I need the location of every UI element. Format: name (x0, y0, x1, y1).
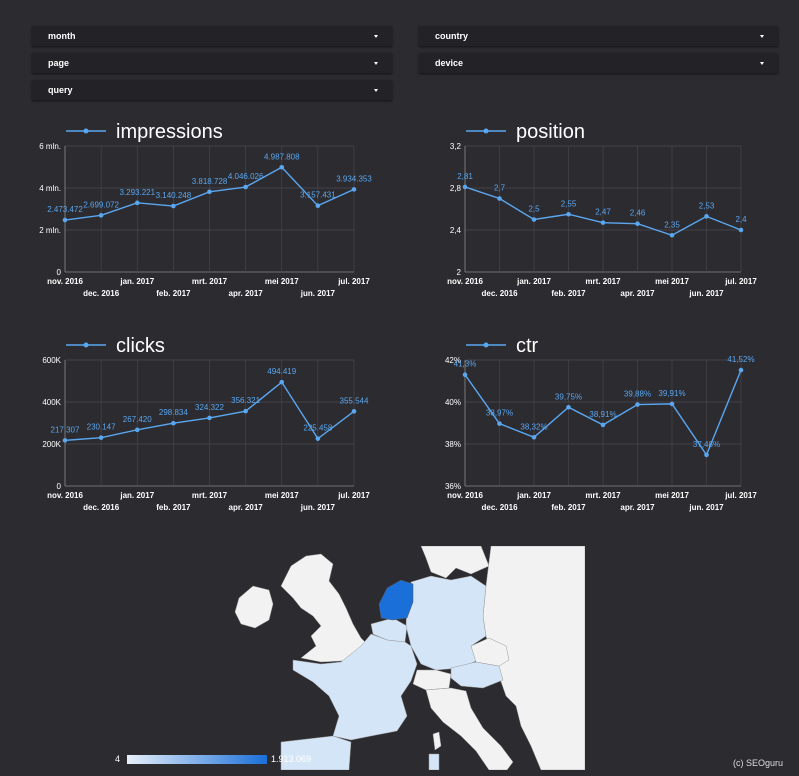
data-point (635, 221, 640, 226)
data-point (463, 185, 468, 190)
chart-impressions (39, 121, 372, 298)
x-tick-label: feb. 2017 (156, 503, 191, 512)
data-label: 3.140.248 (155, 191, 192, 201)
data-point (532, 435, 537, 440)
data-point (207, 190, 212, 195)
x-tick-label: dec. 2016 (83, 503, 120, 512)
data-point (352, 187, 357, 192)
data-point (739, 368, 744, 373)
x-tick-label: mei 2017 (655, 491, 689, 500)
data-label: 2,4 (735, 215, 747, 224)
legend-marker-icon (84, 129, 89, 134)
data-label: 2,55 (560, 199, 577, 209)
map-region-austria (451, 662, 503, 688)
data-label: 4.046.026 (227, 172, 264, 182)
x-tick-label: mei 2017 (264, 491, 299, 500)
data-point (739, 228, 744, 233)
data-point (463, 372, 468, 377)
europe-map (221, 546, 585, 770)
data-label: 38,91% (589, 409, 617, 419)
data-label: 4.987.808 (263, 152, 300, 162)
data-point (352, 409, 357, 414)
data-label: 3.157.431 (300, 190, 336, 200)
data-label: 2,81 (457, 171, 473, 181)
data-label: 298.834 (158, 408, 188, 418)
map-region-ireland (235, 586, 273, 628)
data-point (99, 213, 104, 218)
x-tick-label: apr. 2017 (228, 503, 263, 512)
y-tick-label: 0 (56, 482, 61, 491)
y-tick-label: 6 mln. (39, 142, 61, 151)
x-tick-label: jun. 2017 (300, 503, 335, 512)
y-tick-label: 42% (444, 356, 461, 365)
x-tick-label: jul. 2017 (338, 491, 370, 500)
data-label: 2,53 (698, 201, 715, 211)
data-label: 230.147 (86, 422, 116, 432)
geo-map[interactable] (221, 546, 585, 770)
y-tick-label: 2 mln. (39, 226, 61, 235)
data-label: 355.544 (339, 396, 369, 406)
y-tick-label: 600K (42, 356, 61, 365)
data-label: 2,35 (664, 220, 680, 230)
data-label: 39,91% (658, 388, 686, 398)
map-region-switzerland (413, 670, 451, 690)
data-label: 356.321 (231, 396, 261, 406)
legend-marker-icon (84, 343, 89, 348)
data-point (566, 212, 571, 217)
data-point (135, 201, 140, 206)
copyright-text: (c) SEOguru (733, 758, 784, 768)
map-region-corsica (433, 732, 441, 750)
x-tick-label: jun. 2017 (689, 289, 724, 298)
data-point (135, 428, 140, 433)
y-tick-label: 4 mln. (39, 184, 61, 193)
x-tick-label: jan. 2017 (120, 491, 155, 500)
map-region-sardinia (429, 754, 439, 770)
x-tick-label: mrt. 2017 (585, 491, 621, 500)
data-point (171, 204, 176, 209)
y-tick-label: 2,8 (449, 184, 461, 193)
data-label: 3.934.353 (336, 174, 372, 184)
legend-marker-icon (484, 343, 489, 348)
data-label: 494.419 (267, 367, 297, 377)
data-label: 2,46 (629, 208, 646, 218)
x-tick-label: mei 2017 (264, 277, 299, 286)
x-tick-label: feb. 2017 (551, 503, 586, 512)
x-tick-label: jun. 2017 (300, 289, 335, 298)
data-label: 267.420 (122, 414, 152, 424)
data-label: 39,75% (554, 392, 583, 402)
x-tick-label: nov. 2016 (447, 491, 483, 500)
x-tick-label: nov. 2016 (47, 491, 83, 500)
x-tick-label: mrt. 2017 (191, 491, 228, 500)
chart-title: clicks (116, 335, 165, 357)
filter-page-label: page (48, 58, 70, 68)
x-tick-label: nov. 2016 (447, 277, 483, 286)
x-tick-label: apr. 2017 (620, 289, 655, 298)
x-tick-label: feb. 2017 (156, 289, 191, 298)
data-label: 2,7 (493, 183, 506, 193)
y-tick-label: 40% (444, 398, 461, 407)
chart-title: ctr (516, 335, 539, 357)
data-label: 41,3% (453, 359, 477, 369)
data-label: 39,88% (623, 389, 652, 399)
y-tick-label: 36% (444, 482, 461, 491)
map-region-spain (281, 736, 351, 770)
data-point (704, 453, 709, 458)
data-point (207, 416, 212, 421)
data-point (243, 409, 248, 414)
data-label: 3.818.728 (191, 176, 228, 186)
data-label: 2,47 (595, 207, 611, 217)
x-tick-label: apr. 2017 (228, 289, 263, 298)
x-tick-label: jul. 2017 (725, 491, 757, 500)
y-tick-label: 2 (456, 268, 461, 277)
data-point (171, 421, 176, 426)
map-legend-min: 4 (115, 754, 121, 764)
filter-query-label: query (48, 85, 73, 95)
filter-month-label: month (48, 31, 76, 41)
data-point (497, 421, 502, 426)
y-tick-label: 38% (444, 440, 461, 449)
x-tick-label: dec. 2016 (83, 289, 120, 298)
data-point (670, 402, 675, 407)
data-point (635, 402, 640, 407)
data-label: 2.473.472 (47, 205, 83, 215)
data-label: 225.458 (303, 423, 333, 433)
data-label: 324.322 (195, 402, 224, 412)
map-region-great-britain (281, 554, 369, 662)
filter-device-label: device (435, 58, 464, 68)
chart-title: impressions (116, 121, 223, 143)
data-point (316, 436, 321, 441)
x-tick-label: dec. 2016 (481, 289, 518, 298)
data-label: 37,48% (692, 439, 721, 449)
data-point (566, 405, 571, 410)
data-label: 3.293.221 (119, 187, 156, 197)
x-tick-label: mrt. 2017 (585, 277, 621, 286)
map-region-scandinavia (421, 546, 489, 578)
map-legend-gradient (127, 755, 267, 764)
data-point (63, 438, 68, 443)
data-point (99, 435, 104, 440)
x-tick-label: jul. 2017 (338, 277, 370, 286)
chart-clicks (42, 335, 370, 512)
x-tick-label: jan. 2017 (517, 491, 551, 500)
y-tick-label: 3,2 (449, 142, 461, 151)
legend-marker-icon (484, 129, 489, 134)
x-tick-label: feb. 2017 (551, 289, 586, 298)
data-label: 2,5 (528, 204, 540, 214)
x-tick-label: mei 2017 (655, 277, 689, 286)
data-point (63, 218, 68, 223)
chart-position (447, 121, 757, 298)
x-tick-label: jan. 2017 (517, 277, 551, 286)
x-tick-label: dec. 2016 (481, 503, 518, 512)
data-point (279, 380, 284, 385)
x-tick-label: apr. 2017 (620, 503, 655, 512)
data-label: 217.307 (50, 425, 80, 435)
data-point (601, 423, 606, 428)
y-tick-label: 0 (56, 268, 61, 277)
y-tick-label: 200K (42, 440, 61, 449)
x-tick-label: mrt. 2017 (191, 277, 228, 286)
chart-ctr (445, 335, 757, 512)
y-tick-label: 2,4 (449, 226, 461, 235)
data-label: 2.699.072 (83, 200, 119, 210)
data-point (601, 220, 606, 225)
x-tick-label: jun. 2017 (689, 503, 724, 512)
data-label: 41,52% (727, 355, 755, 365)
data-point (670, 233, 675, 238)
filter-country-label: country (435, 31, 469, 41)
data-point (279, 165, 284, 170)
data-point (316, 203, 321, 208)
data-point (243, 185, 248, 190)
x-tick-label: jan. 2017 (120, 277, 155, 286)
map-legend-max: 1.913.069 (271, 754, 312, 764)
data-point (497, 196, 502, 201)
x-tick-label: nov. 2016 (47, 277, 83, 286)
data-label: 38,97% (485, 408, 514, 418)
x-tick-label: jul. 2017 (725, 277, 757, 286)
data-point (704, 214, 709, 219)
map-region-netherlands (379, 580, 413, 620)
data-point (532, 217, 537, 222)
data-label: 38,32% (520, 422, 548, 432)
chart-title: position (516, 121, 585, 143)
y-tick-label: 400K (42, 398, 61, 407)
